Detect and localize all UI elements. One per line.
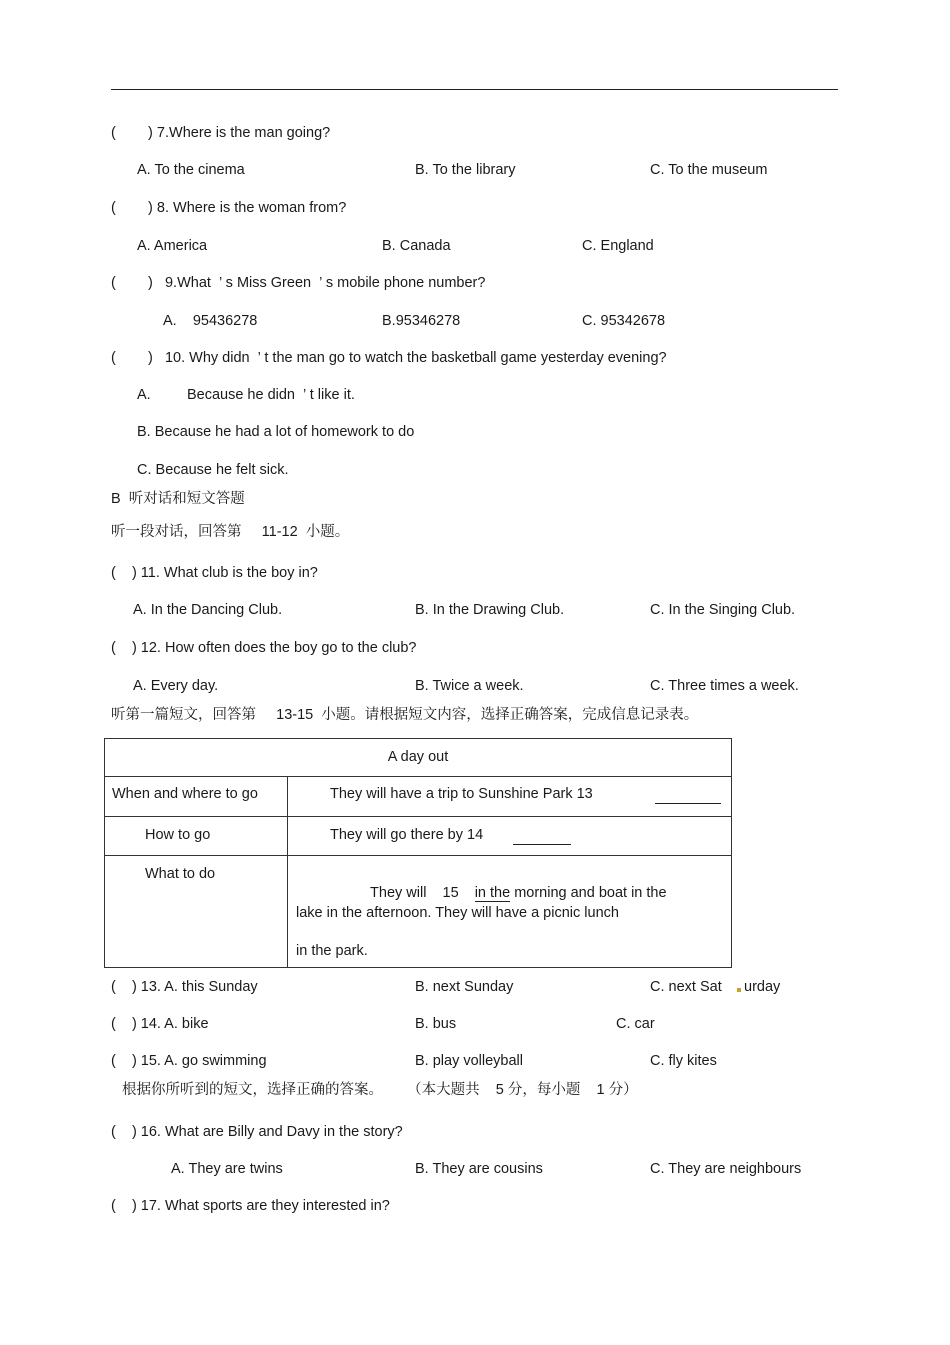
question-12-option-c: C. Three times a week. bbox=[650, 678, 799, 694]
table-text-how: They will go there by 14 bbox=[330, 827, 484, 843]
question-15-stem: ( ) 15. A. go swimming bbox=[111, 1053, 267, 1069]
question-11-option-c: C. In the Singing Club. bbox=[650, 602, 796, 618]
question-16-option-a: A. They are twins bbox=[171, 1161, 283, 1177]
table-text-what-line2: lake in the afternoon. They will have a picnic lunch bbox=[296, 905, 619, 921]
table-label-how: How to go bbox=[145, 827, 211, 843]
question-7-stem: ( ) 7.Where is the man going? bbox=[111, 125, 331, 141]
table-row-when-label-cell bbox=[105, 777, 288, 817]
question-8-option-c: C. England bbox=[582, 238, 654, 254]
table-row-what-value-cell bbox=[288, 856, 732, 968]
question-8-option-a: A. America bbox=[137, 238, 208, 254]
table-text-what-start: They will 15 bbox=[370, 885, 459, 901]
table-row-what-label-cell bbox=[105, 856, 288, 968]
table-row-how-value-cell bbox=[288, 817, 732, 856]
question-7-option-a: A. To the cinema bbox=[137, 162, 245, 178]
question-13-option-c: C. next Sat bbox=[650, 979, 722, 995]
question-8-option-b: B. Canada bbox=[382, 238, 451, 254]
answer-blank-15: in the bbox=[474, 885, 511, 901]
question-10-option-a: A. Because he didn ’ t like it. bbox=[137, 387, 355, 403]
question-7-option-b: B. To the library bbox=[415, 162, 516, 178]
table-row-when-value-cell bbox=[288, 777, 732, 817]
question-12-option-b: B. Twice a week. bbox=[415, 678, 524, 694]
question-15-option-c: C. fly kites bbox=[650, 1053, 717, 1069]
table-title-cell bbox=[105, 739, 732, 777]
answer-blank-14 bbox=[513, 830, 571, 845]
question-14-option-c: C. car bbox=[616, 1016, 655, 1032]
question-7-option-c: C. To the museum bbox=[650, 162, 768, 178]
table-label-what: What to do bbox=[145, 866, 216, 882]
question-9-option-b: B.95346278 bbox=[382, 313, 461, 329]
question-11-option-a: A. In the Dancing Club. bbox=[133, 602, 283, 618]
question-16-option-c: C. They are neighbours bbox=[650, 1161, 802, 1177]
question-8-stem: ( ) 8. Where is the woman from? bbox=[111, 200, 347, 216]
question-11-option-b: B. In the Drawing Club. bbox=[415, 602, 565, 618]
question-11-stem: ( ) 11. What club is the boy in? bbox=[111, 565, 318, 581]
story-instruction: 根据你所听到的短文，选择正确的答案。 （本大题共 5 分，每小题 1 分） bbox=[122, 1082, 638, 1098]
answer-blank-13 bbox=[655, 789, 721, 804]
question-17-stem: ( ) 17. What sports are they interested in? bbox=[111, 1198, 390, 1214]
question-13-stem: ( ) 13. A. this Sunday bbox=[111, 979, 258, 995]
question-13-option-c-tail: urday bbox=[744, 979, 781, 995]
question-16-option-b: B. They are cousins bbox=[415, 1161, 543, 1177]
table-label-when: When and where to go bbox=[112, 786, 258, 802]
section-b-instruction: 听一段对话，回答第 11-12 小题。 bbox=[111, 524, 350, 540]
header-rule bbox=[111, 89, 838, 90]
question-15-option-b: B. play volleyball bbox=[415, 1053, 523, 1069]
info-record-table bbox=[104, 738, 732, 968]
passage-instruction: 听第一篇短文，回答第 13-15 小题。请根据短文内容，选择正确答案，完成信息记录表。 bbox=[111, 707, 699, 723]
question-10-stem: ( ) 10. Why didn ’ t the man go to watch the basketball game yesterday evening? bbox=[111, 350, 667, 366]
stray-mark bbox=[737, 988, 741, 992]
question-14-option-b: B. bus bbox=[415, 1016, 457, 1032]
table-title: A day out bbox=[387, 749, 449, 765]
section-b-title: B 听对话和短文答题 bbox=[111, 491, 245, 507]
question-9-stem: ( ) 9.What ’ s Miss Green ’ s mobile phone number? bbox=[111, 275, 486, 291]
table-text-what-line3: in the park. bbox=[296, 943, 368, 959]
question-10-option-b: B. Because he had a lot of homework to do bbox=[137, 424, 415, 440]
question-16-stem: ( ) 16. What are Billy and Davy in the story? bbox=[111, 1124, 403, 1140]
question-10-option-c: C. Because he felt sick. bbox=[137, 462, 289, 478]
question-12-option-a: A. Every day. bbox=[133, 678, 219, 694]
question-14-stem: ( ) 14. A. bike bbox=[111, 1016, 209, 1032]
table-row-how-label-cell bbox=[105, 817, 288, 856]
question-12-stem: ( ) 12. How often does the boy go to the club? bbox=[111, 640, 417, 656]
table-text-when: They will have a trip to Sunshine Park 13 bbox=[330, 786, 593, 802]
question-9-option-a: A. 95436278 bbox=[163, 313, 258, 329]
question-13-option-b: B. next Sunday bbox=[415, 979, 514, 995]
table-text-what-end: morning and boat in the bbox=[510, 885, 667, 901]
question-9-option-c: C. 95342678 bbox=[582, 313, 666, 329]
